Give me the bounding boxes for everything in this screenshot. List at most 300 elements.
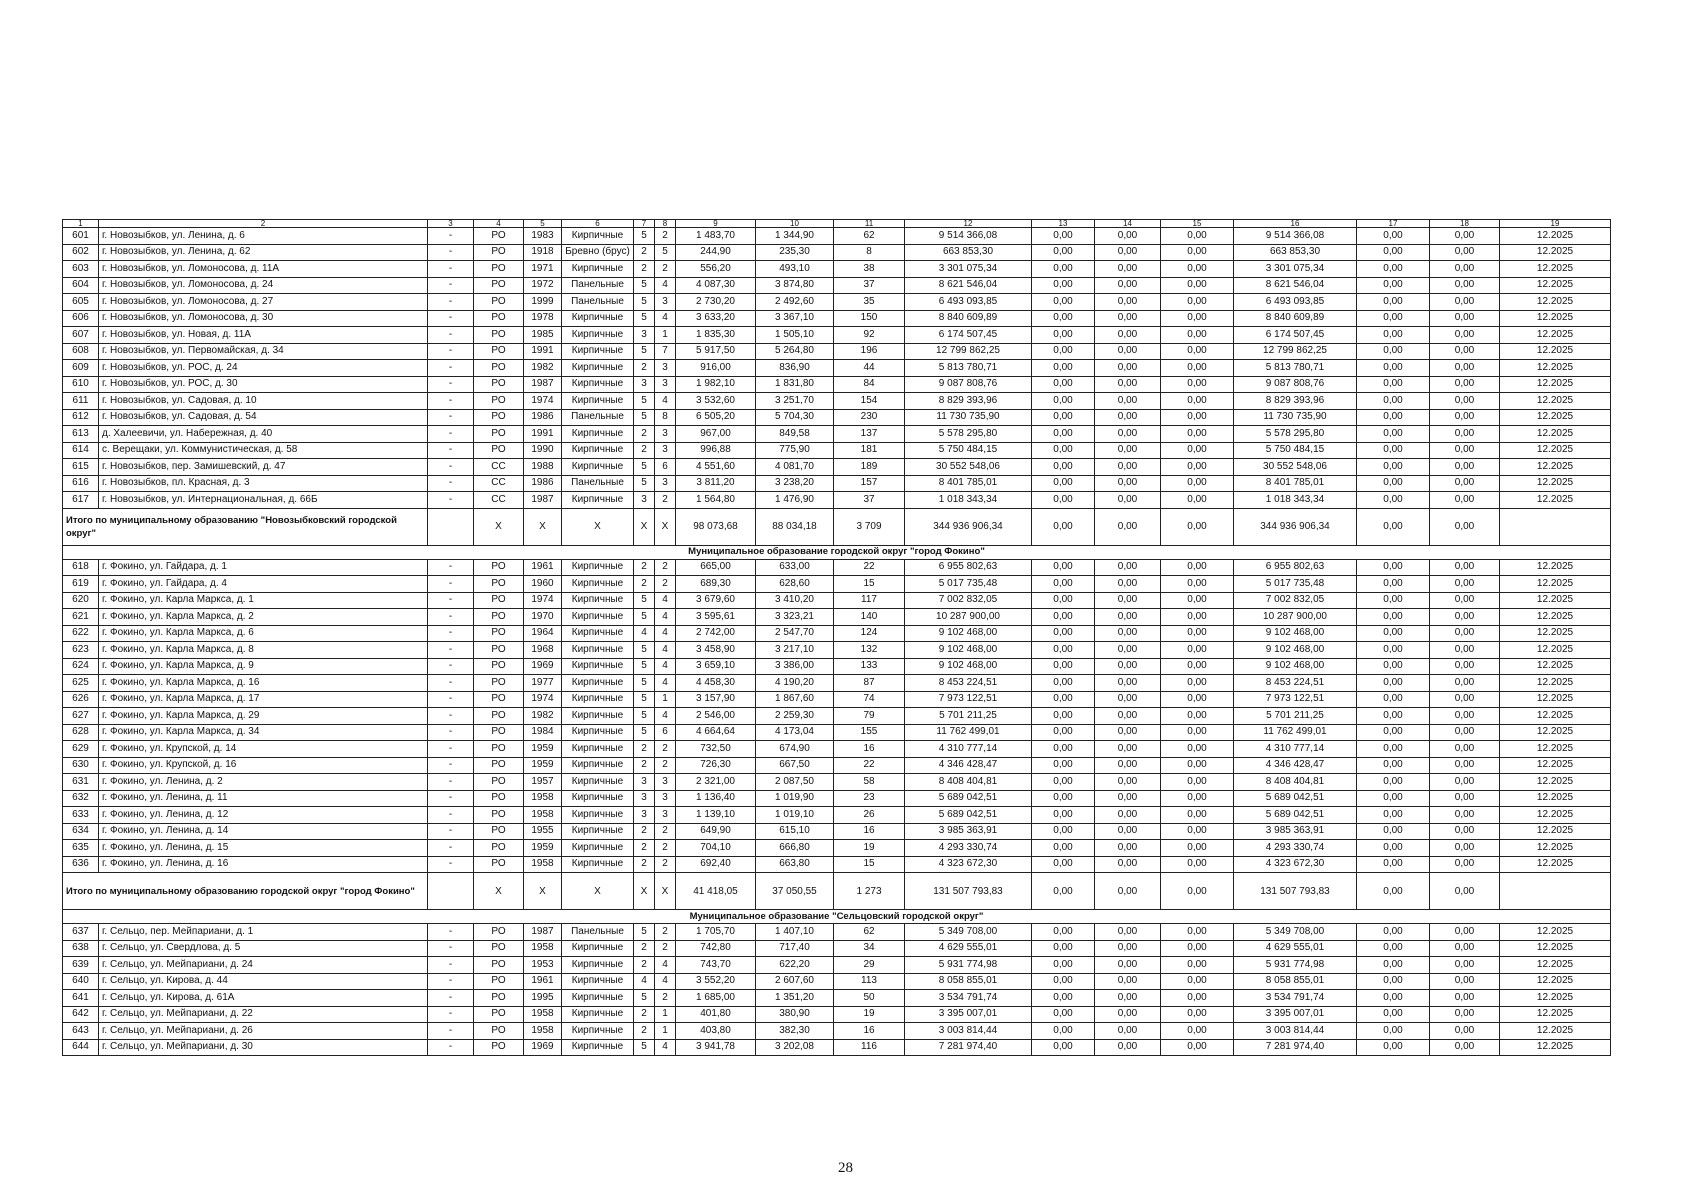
table-cell: 0,00	[1032, 327, 1095, 344]
table-cell: 2	[655, 757, 676, 774]
table-cell: -	[428, 327, 474, 344]
table-cell: 5	[634, 609, 655, 626]
address-cell: г. Новозыбков, ул. Ленина, д. 62	[99, 244, 428, 261]
table-cell: 0,00	[1161, 973, 1234, 990]
table-cell: 0,00	[1032, 294, 1095, 311]
table-cell: 7	[655, 343, 676, 360]
table-cell: 3	[634, 327, 655, 344]
table-cell: 157	[834, 475, 905, 492]
table-cell: РО	[474, 840, 524, 857]
address-cell: г. Новозыбков, ул. Интернациональная, д. 66Б	[99, 492, 428, 509]
table-cell: 0,00	[1357, 990, 1430, 1007]
table-cell: 0,00	[1357, 393, 1430, 410]
table-cell: СС	[474, 459, 524, 476]
table-cell: 1999	[524, 294, 562, 311]
table-cell: 1958	[524, 1023, 562, 1040]
address-cell: г. Новозыбков, пл. Красная, д. 3	[99, 475, 428, 492]
table-cell: 140	[834, 609, 905, 626]
table-cell: 1 685,00	[676, 990, 756, 1007]
table-cell: 644	[63, 1039, 99, 1056]
section-title: Муниципальное образование "Сельцовский городской округ"	[63, 910, 1611, 924]
table-cell: 0,00	[1161, 757, 1234, 774]
table-cell: 1985	[524, 327, 562, 344]
table-cell: 12.2025	[1500, 475, 1611, 492]
table-cell: -	[428, 1023, 474, 1040]
table-cell: 2	[634, 1023, 655, 1040]
table-cell: 0,00	[1161, 940, 1234, 957]
table-cell: 12.2025	[1500, 741, 1611, 758]
table-cell: -	[428, 790, 474, 807]
table-cell: 0,00	[1161, 559, 1234, 576]
table-cell: 638	[63, 940, 99, 957]
address-cell: г. Фокино, ул. Карла Маркса, д. 16	[99, 675, 428, 692]
table-cell: 1991	[524, 426, 562, 443]
table-cell: 0,00	[1032, 1006, 1095, 1023]
table-cell: 0,00	[1095, 924, 1161, 941]
column-number: 7	[634, 220, 655, 228]
table-cell: -	[428, 228, 474, 245]
total-cell: 0,00	[1161, 873, 1234, 910]
table-cell: РО	[474, 691, 524, 708]
table-cell: 16	[834, 1023, 905, 1040]
table-cell: 5 704,30	[756, 409, 834, 426]
table-cell: 0,00	[1357, 642, 1430, 659]
table-cell: 0,00	[1430, 642, 1500, 659]
table-row	[63, 294, 1611, 311]
table-cell: 0,00	[1430, 294, 1500, 311]
table-cell: 0,00	[1357, 1023, 1430, 1040]
table-cell: -	[428, 459, 474, 476]
table-cell: Кирпичные	[562, 393, 634, 410]
table-cell: 3 458,90	[676, 642, 756, 659]
table-cell: 4	[655, 1039, 676, 1056]
table-cell: 0,00	[1430, 426, 1500, 443]
table-cell: 0,00	[1161, 244, 1234, 261]
table-cell: 5	[634, 724, 655, 741]
table-cell: Кирпичные	[562, 957, 634, 974]
table-cell: -	[428, 658, 474, 675]
table-cell: 3	[655, 442, 676, 459]
table-cell: 0,00	[1357, 592, 1430, 609]
table-cell: 12.2025	[1500, 376, 1611, 393]
table-cell: 7 002 832,05	[1234, 592, 1357, 609]
address-cell: г. Фокино, ул. Карла Маркса, д. 17	[99, 691, 428, 708]
table-cell: 132	[834, 642, 905, 659]
table-cell: 12.2025	[1500, 840, 1611, 857]
table-cell: 0,00	[1430, 393, 1500, 410]
table-cell: Кирпичные	[562, 559, 634, 576]
table-cell: 0,00	[1032, 625, 1095, 642]
table-cell: 0,00	[1357, 924, 1430, 941]
table-cell: 5 813 780,71	[905, 360, 1032, 377]
table-cell: 624	[63, 658, 99, 675]
table-cell: 12.2025	[1500, 393, 1611, 410]
table-cell: 0,00	[1032, 757, 1095, 774]
table-cell: 0,00	[1032, 228, 1095, 245]
address-cell: г. Фокино, ул. Карла Маркса, д. 1	[99, 592, 428, 609]
total-cell: 0,00	[1032, 873, 1095, 910]
table-cell: 5	[634, 691, 655, 708]
table-cell: 7 281 974,40	[1234, 1039, 1357, 1056]
total-row	[63, 508, 1611, 545]
table-cell: 79	[834, 708, 905, 725]
table-cell: 3	[655, 807, 676, 824]
table-cell: 0,00	[1161, 442, 1234, 459]
table-cell: -	[428, 774, 474, 791]
table-cell: 4	[655, 708, 676, 725]
table-cell: -	[428, 990, 474, 1007]
table-cell: 12.2025	[1500, 957, 1611, 974]
table-cell: 0,00	[1095, 360, 1161, 377]
address-cell: г. Сельцо, пер. Мейпариани, д. 1	[99, 924, 428, 941]
table-cell: РО	[474, 294, 524, 311]
table-cell: Кирпичные	[562, 724, 634, 741]
table-cell: 9 102 468,00	[1234, 642, 1357, 659]
table-cell: 0,00	[1161, 409, 1234, 426]
table-cell: 8 829 393,96	[1234, 393, 1357, 410]
table-cell: 8 453 224,51	[905, 675, 1032, 692]
table-cell: 4	[634, 625, 655, 642]
table-cell: 3 659,10	[676, 658, 756, 675]
table-cell: 0,00	[1032, 426, 1095, 443]
table-cell: 625	[63, 675, 99, 692]
table-cell: 0,00	[1032, 277, 1095, 294]
table-cell: 2	[634, 823, 655, 840]
table-cell: 605	[63, 294, 99, 311]
table-cell: Кирпичные	[562, 1039, 634, 1056]
table-cell: 1986	[524, 409, 562, 426]
table-cell: 0,00	[1095, 757, 1161, 774]
table-cell: РО	[474, 741, 524, 758]
table-cell: 0,00	[1430, 625, 1500, 642]
address-cell: г. Новозыбков, ул. Ломоносова, д. 11А	[99, 261, 428, 278]
table-cell: 0,00	[1430, 724, 1500, 741]
table-cell: 641	[63, 990, 99, 1007]
table-cell: 6 493 093,85	[1234, 294, 1357, 311]
table-cell: 1969	[524, 658, 562, 675]
table-cell: Панельные	[562, 475, 634, 492]
table-cell: 124	[834, 625, 905, 642]
table-cell: 2	[634, 442, 655, 459]
table-cell: 0,00	[1095, 376, 1161, 393]
table-cell: Кирпичные	[562, 774, 634, 791]
table-cell: 5	[634, 409, 655, 426]
table-cell: 0,00	[1161, 310, 1234, 327]
table-cell: 5 701 211,25	[1234, 708, 1357, 725]
table-cell: 12.2025	[1500, 724, 1611, 741]
table-cell: 7 973 122,51	[905, 691, 1032, 708]
table-cell: -	[428, 393, 474, 410]
table-cell: 1 835,30	[676, 327, 756, 344]
table-cell: 3 003 814,44	[1234, 1023, 1357, 1040]
table-cell: 2	[634, 244, 655, 261]
table-row	[63, 426, 1611, 443]
table-cell: 12.2025	[1500, 1039, 1611, 1056]
table-cell: Кирпичные	[562, 856, 634, 873]
table-cell: 1 136,40	[676, 790, 756, 807]
table-cell: РО	[474, 1006, 524, 1023]
table-cell: 0,00	[1430, 691, 1500, 708]
table-cell: РО	[474, 426, 524, 443]
table-cell: РО	[474, 1039, 524, 1056]
table-cell: 1964	[524, 625, 562, 642]
table-cell: 0,00	[1430, 1006, 1500, 1023]
table-cell: 0,00	[1161, 990, 1234, 1007]
table-cell: 836,90	[756, 360, 834, 377]
table-cell: 0,00	[1357, 1039, 1430, 1056]
table-cell: 12.2025	[1500, 940, 1611, 957]
table-cell: 0,00	[1095, 459, 1161, 476]
table-cell: 1958	[524, 790, 562, 807]
table-cell: 635	[63, 840, 99, 857]
table-cell: 0,00	[1095, 261, 1161, 278]
table-cell: 0,00	[1357, 1006, 1430, 1023]
table-cell: 5 017 735,48	[905, 576, 1032, 593]
table-cell: 2	[655, 924, 676, 941]
table-cell: Кирпичные	[562, 261, 634, 278]
table-cell: 0,00	[1357, 790, 1430, 807]
table-cell: 1 831,80	[756, 376, 834, 393]
table-cell: 2 547,70	[756, 625, 834, 642]
address-cell: с. Верещаки, ул. Коммунистическая, д. 58	[99, 442, 428, 459]
table-cell: 3 251,70	[756, 393, 834, 410]
table-cell: 12.2025	[1500, 327, 1611, 344]
column-number: 14	[1095, 220, 1161, 228]
table-cell: 626	[63, 691, 99, 708]
table-cell: 8 408 404,81	[1234, 774, 1357, 791]
table-row	[63, 840, 1611, 857]
section-header-row	[63, 910, 1611, 924]
table-row	[63, 708, 1611, 725]
table-cell: 0,00	[1430, 973, 1500, 990]
table-cell: 630	[63, 757, 99, 774]
table-cell: 1974	[524, 592, 562, 609]
table-cell: 12.2025	[1500, 609, 1611, 626]
table-cell: Кирпичные	[562, 823, 634, 840]
table-cell: 1969	[524, 1039, 562, 1056]
table-cell: -	[428, 261, 474, 278]
table-cell: 137	[834, 426, 905, 443]
table-cell: 12.2025	[1500, 691, 1611, 708]
table-cell: 84	[834, 376, 905, 393]
table-cell: 2 087,50	[756, 774, 834, 791]
table-cell: 0,00	[1161, 343, 1234, 360]
table-cell: 5	[634, 228, 655, 245]
table-cell: 4	[655, 642, 676, 659]
table-cell: 3 595,61	[676, 609, 756, 626]
table-cell: Кирпичные	[562, 376, 634, 393]
table-cell: Кирпичные	[562, 1023, 634, 1040]
table-cell: РО	[474, 609, 524, 626]
table-cell: 0,00	[1032, 592, 1095, 609]
table-cell: 0,00	[1357, 856, 1430, 873]
table-cell: 3	[655, 376, 676, 393]
table-cell: 0,00	[1095, 642, 1161, 659]
table-cell: 0,00	[1430, 576, 1500, 593]
table-cell: РО	[474, 442, 524, 459]
table-cell: 642	[63, 1006, 99, 1023]
table-cell: 1971	[524, 261, 562, 278]
table-cell: РО	[474, 856, 524, 873]
table-cell: 0,00	[1430, 924, 1500, 941]
address-cell: г. Фокино, ул. Карла Маркса, д. 9	[99, 658, 428, 675]
table-cell: 0,00	[1095, 393, 1161, 410]
table-cell: 4	[634, 973, 655, 990]
table-cell: 0,00	[1161, 642, 1234, 659]
table-cell: 667,50	[756, 757, 834, 774]
table-cell: РО	[474, 393, 524, 410]
table-cell: 4	[655, 609, 676, 626]
table-cell: Кирпичные	[562, 675, 634, 692]
table-cell: 627	[63, 708, 99, 725]
total-cell: Х	[634, 508, 655, 545]
table-cell: 612	[63, 409, 99, 426]
table-cell: 30 552 548,06	[905, 459, 1032, 476]
table-cell: 401,80	[676, 1006, 756, 1023]
table-cell: 0,00	[1161, 1006, 1234, 1023]
table-cell: 996,88	[676, 442, 756, 459]
table-cell: 3 985 363,91	[905, 823, 1032, 840]
table-cell: 2	[655, 856, 676, 873]
address-cell: г. Фокино, ул. Карла Маркса, д. 8	[99, 642, 428, 659]
table-cell: 10 287 900,00	[905, 609, 1032, 626]
table-cell: 12.2025	[1500, 277, 1611, 294]
table-cell: 0,00	[1357, 294, 1430, 311]
column-number: 8	[655, 220, 676, 228]
table-cell: 62	[834, 228, 905, 245]
table-cell: -	[428, 823, 474, 840]
table-cell: 0,00	[1430, 675, 1500, 692]
table-cell: 0,00	[1430, 807, 1500, 824]
table-cell: 2 742,00	[676, 625, 756, 642]
table-cell: 5	[634, 675, 655, 692]
table-cell: 3	[655, 426, 676, 443]
table-cell: 1958	[524, 940, 562, 957]
table-cell: 4 629 555,01	[905, 940, 1032, 957]
table-cell: 37	[834, 277, 905, 294]
table-cell: 1953	[524, 957, 562, 974]
table-cell: 1918	[524, 244, 562, 261]
table-cell: 0,00	[1095, 856, 1161, 873]
table-cell: 12.2025	[1500, 774, 1611, 791]
table-row	[63, 592, 1611, 609]
table-cell: 0,00	[1430, 343, 1500, 360]
total-row	[63, 873, 1611, 910]
column-number: 3	[428, 220, 474, 228]
table-cell: 7 002 832,05	[905, 592, 1032, 609]
table-cell: 12.2025	[1500, 757, 1611, 774]
total-cell: 0,00	[1095, 508, 1161, 545]
table-cell: -	[428, 642, 474, 659]
column-number: 11	[834, 220, 905, 228]
table-cell: 0,00	[1430, 592, 1500, 609]
table-cell: 619	[63, 576, 99, 593]
table-cell: РО	[474, 592, 524, 609]
table-cell: -	[428, 475, 474, 492]
table-cell: 1987	[524, 492, 562, 509]
table-cell: -	[428, 973, 474, 990]
table-cell: 4	[655, 393, 676, 410]
table-cell: РО	[474, 360, 524, 377]
table-cell: 0,00	[1430, 658, 1500, 675]
table-cell: 1 139,10	[676, 807, 756, 824]
table-cell: 2	[655, 990, 676, 1007]
table-cell: 0,00	[1095, 609, 1161, 626]
address-cell: г. Фокино, ул. Гайдара, д. 1	[99, 559, 428, 576]
column-number: 1	[63, 220, 99, 228]
table-cell: 2 546,00	[676, 708, 756, 725]
address-cell: г. Новозыбков, пер. Замишевский, д. 47	[99, 459, 428, 476]
table-cell: 4	[655, 277, 676, 294]
address-cell: г. Фокино, ул. Карла Маркса, д. 29	[99, 708, 428, 725]
table-cell: 663 853,30	[905, 244, 1032, 261]
table-cell: 5 689 042,51	[1234, 790, 1357, 807]
table-cell: 2 259,30	[756, 708, 834, 725]
address-cell: д. Халеевичи, ул. Набережная, д. 40	[99, 426, 428, 443]
table-row	[63, 261, 1611, 278]
table-cell: 0,00	[1161, 774, 1234, 791]
table-cell: -	[428, 592, 474, 609]
total-label: Итого по муниципальному образованию городской округ "город Фокино"	[63, 873, 428, 910]
table-cell: Кирпичные	[562, 708, 634, 725]
table-cell: 0,00	[1032, 658, 1095, 675]
table-cell: 116	[834, 1039, 905, 1056]
table-cell: 0,00	[1095, 228, 1161, 245]
table-cell: 12.2025	[1500, 658, 1611, 675]
table-cell: 0,00	[1357, 724, 1430, 741]
table-cell: 9 087 808,76	[905, 376, 1032, 393]
table-cell: 3	[655, 294, 676, 311]
table-cell: 0,00	[1032, 790, 1095, 807]
table-cell: -	[428, 924, 474, 941]
table-row	[63, 940, 1611, 957]
table-cell: 0,00	[1032, 310, 1095, 327]
table-row	[63, 244, 1611, 261]
table-cell: 6	[655, 459, 676, 476]
address-cell: г. Сельцо, ул. Мейпариани, д. 26	[99, 1023, 428, 1040]
table-cell: 4	[655, 675, 676, 692]
table-cell: 8 829 393,96	[905, 393, 1032, 410]
table-cell: 2	[634, 840, 655, 857]
table-cell: 0,00	[1095, 492, 1161, 509]
address-cell: г. Сельцо, ул. Кирова, д. 44	[99, 973, 428, 990]
table-cell: 3 202,08	[756, 1039, 834, 1056]
table-row	[63, 409, 1611, 426]
total-cell	[428, 873, 474, 910]
table-cell: 3 367,10	[756, 310, 834, 327]
table-cell: 4 310 777,14	[1234, 741, 1357, 758]
table-cell: 0,00	[1357, 559, 1430, 576]
table-cell: -	[428, 310, 474, 327]
table-cell: 380,90	[756, 1006, 834, 1023]
table-cell: 1 407,10	[756, 924, 834, 941]
table-cell: 2	[634, 856, 655, 873]
table-cell: 0,00	[1161, 294, 1234, 311]
table-cell: 5 349 708,00	[1234, 924, 1357, 941]
table-cell: -	[428, 609, 474, 626]
table-row	[63, 823, 1611, 840]
table-cell: 12.2025	[1500, 492, 1611, 509]
table-cell: 1970	[524, 609, 562, 626]
table-cell: Кирпичные	[562, 592, 634, 609]
table-cell: 613	[63, 426, 99, 443]
table-cell: 15	[834, 576, 905, 593]
table-cell: 618	[63, 559, 99, 576]
table-cell: 12.2025	[1500, 228, 1611, 245]
table-cell: 196	[834, 343, 905, 360]
table-cell: 0,00	[1430, 856, 1500, 873]
table-row	[63, 1006, 1611, 1023]
